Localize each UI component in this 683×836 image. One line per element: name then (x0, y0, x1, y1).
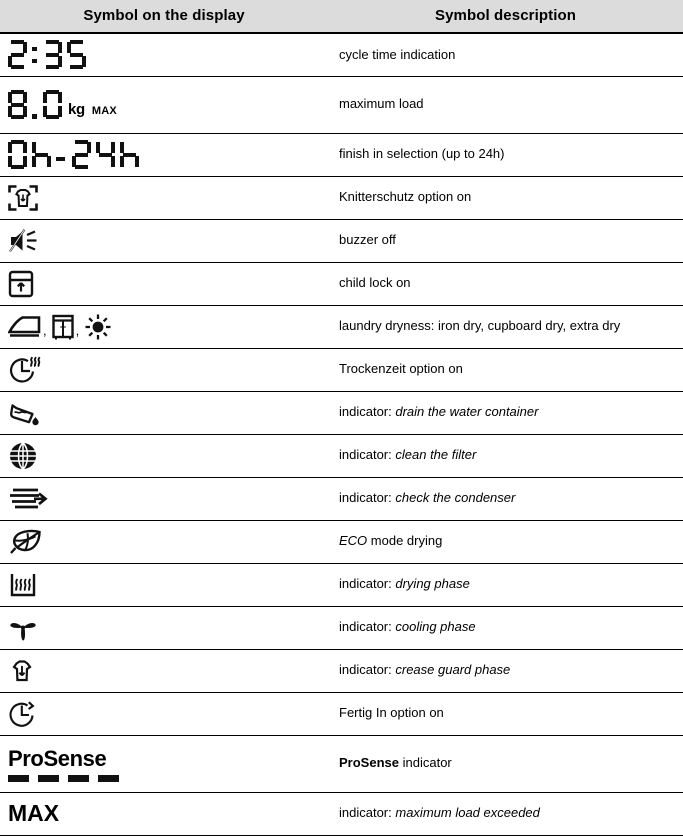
iron-dry-icon (8, 314, 42, 340)
drying-phase-heat-icon (8, 571, 328, 599)
table-row (0, 33, 683, 76)
description-text: finish in selection (up to 24h) (339, 146, 505, 162)
symbol-cell (0, 262, 328, 305)
table-row (0, 434, 683, 477)
symbol-cell (0, 133, 328, 176)
description-prefix: indicator: (339, 805, 392, 821)
seven-segment-digit (8, 90, 27, 119)
table-row (0, 792, 683, 835)
drying-time-clock-steam-icon (8, 355, 328, 385)
symbol-cell (0, 434, 328, 477)
laundry-dryness-level-icons (8, 313, 328, 341)
table-row (0, 219, 683, 262)
table-row (0, 305, 683, 348)
description-emphasis: check the condenser (395, 490, 516, 506)
table-row (0, 262, 683, 305)
prosense-bar (38, 775, 59, 782)
crease-guard-framed-shirt-icon (8, 184, 328, 212)
symbol-cell (0, 219, 328, 262)
symbol-cell (0, 563, 328, 606)
cupboard-dry-icon (51, 313, 75, 341)
description-cell (328, 606, 683, 649)
seven-segment-separator (56, 140, 67, 169)
table-row (0, 735, 683, 792)
icon-separator-comma: , (43, 322, 47, 338)
seven-segment-digit (120, 140, 139, 169)
description-text: maximum load (339, 96, 424, 112)
description-cell (328, 792, 683, 835)
seven-segment-digit (43, 40, 62, 69)
symbol-cell (0, 305, 328, 348)
seven-segment-digit (8, 140, 27, 169)
seven-segment-digit (67, 40, 86, 69)
description-emphasis: maximum load exceeded (395, 805, 540, 821)
description-cell (328, 76, 683, 133)
symbol-cell (0, 649, 328, 692)
description-text: child lock on (339, 275, 411, 291)
crease-guard-phase-shirt-icon (8, 657, 328, 685)
description-cell (328, 133, 683, 176)
description-cell (328, 477, 683, 520)
table-row (0, 520, 683, 563)
description-cell (328, 649, 683, 692)
max-overload-text: MAX (8, 799, 60, 826)
symbol-cell (0, 692, 328, 735)
column-header-symbol: Symbol on the display (0, 0, 328, 33)
check-condenser-airflow-icon (8, 486, 328, 512)
description-cell (328, 391, 683, 434)
lcd-suffix-max: MAX (91, 105, 117, 117)
seven-segment-decimal-point (32, 90, 38, 119)
seven-segment-digit (43, 90, 62, 119)
symbol-cell (0, 391, 328, 434)
description-text: indicator (402, 755, 452, 771)
drain-water-container-icon (8, 399, 328, 427)
description-emphasis: ProSense (339, 755, 399, 771)
finish-in-clock-icon (8, 700, 328, 728)
symbol-cell (0, 76, 328, 133)
symbol-cell (0, 477, 328, 520)
symbol-cell (0, 792, 328, 835)
seven-segment-digit (72, 140, 91, 169)
prosense-bar (8, 775, 29, 782)
prosense-bar (98, 775, 119, 782)
lcd-finish-in-selection (8, 140, 328, 169)
table-row (0, 391, 683, 434)
extra-dry-sun-icon (83, 313, 113, 341)
description-emphasis: clean the filter (395, 447, 477, 463)
table-row (0, 649, 683, 692)
cooling-phase-fan-icon (8, 613, 328, 643)
table-row (0, 176, 683, 219)
description-emphasis: drain the water container (395, 404, 539, 420)
seven-segment-colon (32, 40, 38, 69)
description-cell (328, 305, 683, 348)
prosense-bar (68, 775, 89, 782)
lcd-cycle-time (8, 40, 328, 69)
description-cell (328, 262, 683, 305)
description-text: cycle time indication (339, 46, 456, 62)
lcd-maximum-load (8, 90, 328, 119)
description-prefix: indicator: (339, 662, 392, 678)
description-text: Fertig In option on (339, 705, 444, 721)
column-header-description: Symbol description (328, 0, 683, 33)
seven-segment-digit (32, 140, 51, 169)
symbol-cell (0, 348, 328, 391)
table-row (0, 76, 683, 133)
seven-segment-digit (96, 140, 115, 169)
icon-separator-comma: , (75, 322, 80, 338)
description-text: Trockenzeit option on (339, 361, 463, 377)
description-cell (328, 219, 683, 262)
description-emphasis: crease guard phase (395, 662, 511, 678)
description-prefix: indicator: (339, 576, 392, 592)
description-prefix: indicator: (339, 619, 392, 635)
table-row (0, 563, 683, 606)
description-cell (328, 33, 683, 76)
description-cell (328, 176, 683, 219)
description-cell (328, 735, 683, 792)
description-emphasis: cooling phase (395, 619, 476, 635)
symbol-cell (0, 176, 328, 219)
description-prefix: indicator: (339, 447, 392, 463)
prosense-level-bars (8, 775, 328, 782)
table-body (0, 33, 683, 835)
symbol-cell (0, 735, 328, 792)
description-text: laundry dryness: iron dry, cupboard dry, extra dry (339, 318, 621, 334)
seven-segment-digit (8, 40, 27, 69)
eco-leaf-icon (8, 528, 328, 556)
buzzer-off-muted-speaker-icon (8, 228, 328, 254)
table-row (0, 348, 683, 391)
description-cell (328, 520, 683, 563)
description-text: mode drying (370, 533, 443, 549)
table-row (0, 692, 683, 735)
description-emphasis: ECO (339, 533, 368, 549)
description-prefix: indicator: (339, 404, 392, 420)
clean-filter-mesh-icon (8, 441, 328, 471)
description-cell (328, 348, 683, 391)
description-cell (328, 692, 683, 735)
symbol-cell (0, 520, 328, 563)
description-emphasis: drying phase (395, 576, 470, 592)
lcd-unit-kg: kg (68, 101, 85, 118)
description-cell (328, 434, 683, 477)
prosense-wordmark: ProSense (8, 746, 107, 771)
table-header-row (0, 0, 683, 33)
description-prefix: indicator: (339, 490, 392, 506)
description-cell (328, 563, 683, 606)
symbol-cell (0, 33, 328, 76)
table-row (0, 606, 683, 649)
child-lock-icon (8, 270, 328, 298)
table-row (0, 133, 683, 176)
description-text: Knitterschutz option on (339, 189, 472, 205)
prosense-logo-with-level-bars (8, 745, 328, 782)
description-text: buzzer off (339, 232, 396, 248)
symbol-cell (0, 606, 328, 649)
table-row (0, 477, 683, 520)
